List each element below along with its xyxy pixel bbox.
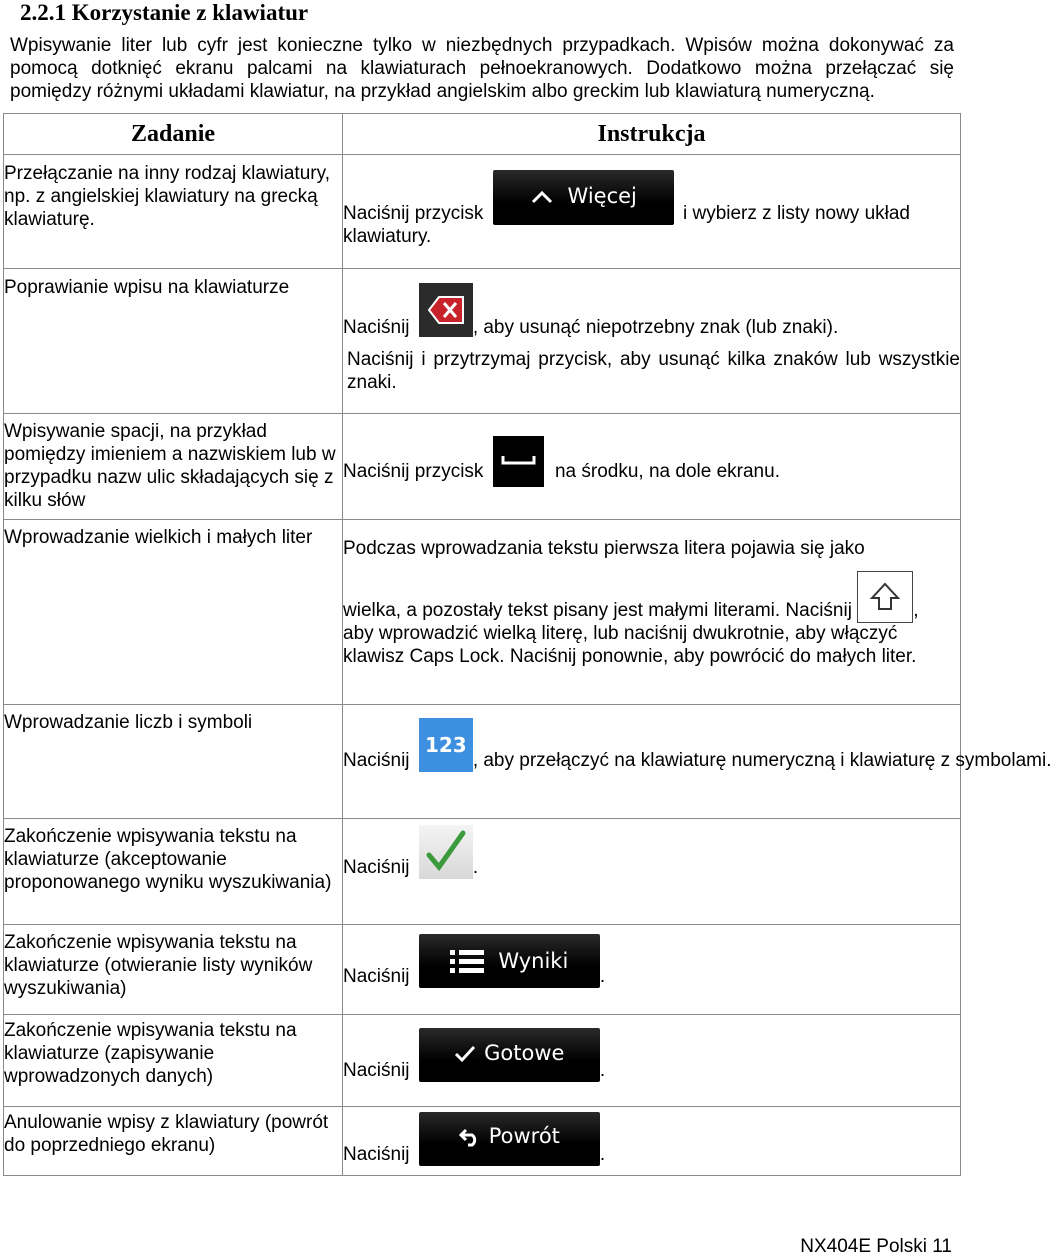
- page-footer: NX404E Polski 11: [800, 1236, 952, 1257]
- backspace-button[interactable]: [419, 283, 473, 337]
- intro-paragraph: Wpisywanie liter lub cyfr jest konieczne tylko w niezbędnych przypadkach. Wpisów można dokonywać za pomocą dotknięć ekranu palcami na klawiaturach pełnoekranowych. Dodatkowo można przełączać się pomiędzy różnymi układami klawiatur, na przykład angielskim albo greckim lub klawiaturą numeryczną.: [10, 35, 954, 102]
- list-icon: [450, 949, 484, 975]
- table-row: [4, 520, 961, 705]
- instr-text: .: [599, 1144, 606, 1165]
- instr-text: Naciśnij: [343, 1060, 410, 1081]
- instr-text: Naciśnij i przytrzymaj przycisk, aby usunąć kilka znaków lub wszystkie znaki.: [347, 349, 960, 393]
- instr-text: ,: [913, 600, 919, 621]
- instr-text: Naciśnij: [343, 1144, 410, 1165]
- task-text: Wprowadzanie wielkich i małych liter: [4, 527, 313, 548]
- task-text: Zakończenie wpisywania tekstu na klawiaturze (otwieranie listy wyników wyszukiwania): [4, 932, 313, 999]
- section-heading: 2.2.1 Korzystanie z klawiatur: [20, 0, 309, 25]
- task-text: Poprawianie wpisu na klawiaturze: [4, 277, 290, 298]
- more-button[interactable]: [493, 170, 674, 225]
- header-task: Zadanie: [4, 114, 343, 155]
- table-row: [4, 1015, 961, 1107]
- task-text: Zakończenie wpisywania tekstu na klawiaturze (zapisywanie wprowadzonych danych): [4, 1020, 297, 1087]
- instr-text: klawiatury.: [343, 226, 432, 247]
- done-button[interactable]: [419, 1028, 600, 1082]
- instr-text: .: [599, 966, 606, 987]
- task-text: Przełączanie na inny rodzaj klawiatury, np. z angielskiej klawiatury na grecką klawiaturę.: [4, 163, 330, 230]
- instr-text: Naciśnij przycisk: [343, 203, 484, 224]
- backspace-icon: [419, 283, 473, 337]
- instr-text: Naciśnij: [343, 750, 410, 771]
- task-text: Wprowadzanie liczb i symboli: [4, 712, 253, 733]
- instr-text: , aby usunąć niepotrzebny znak (lub znaki).: [472, 317, 839, 338]
- shift-button[interactable]: [857, 571, 913, 623]
- done-button-label: Gotowe: [484, 1041, 565, 1065]
- space-bar-icon: [493, 436, 544, 487]
- table-row: [4, 414, 961, 520]
- instr-text: .: [472, 857, 479, 878]
- keyboard-table: [3, 113, 1051, 1176]
- instr-text: Naciśnij: [343, 857, 410, 878]
- back-button[interactable]: [419, 1112, 600, 1166]
- instr-text: aby wprowadzić wielką literę, lub naciśnij dwukrotnie, aby włączyć klawisz Caps Lock. Naciśnij ponownie, aby powrócić do małych liter.: [343, 623, 917, 667]
- table-row: [4, 1107, 961, 1176]
- task-text: Wpisywanie spacji, na przykład pomiędzy imieniem a nazwiskiem lub w przypadku nazw ulic składających się z kilku słów: [4, 421, 336, 511]
- table-row: [4, 269, 961, 414]
- back-button-label: Powrót: [488, 1124, 560, 1148]
- check-mark-icon: [419, 825, 473, 879]
- instr-text: na środku, na dole ekranu.: [554, 461, 780, 482]
- table-row: [4, 705, 961, 819]
- table-row: [4, 819, 961, 925]
- accept-button[interactable]: [419, 825, 473, 879]
- instr-text: , aby przełączyć na klawiaturę numeryczną i klawiaturę z symbolami.: [472, 750, 1051, 771]
- instr-text: Naciśnij: [343, 966, 410, 987]
- results-button[interactable]: [419, 934, 600, 988]
- header-instruction: Instrukcja: [343, 114, 961, 155]
- instr-text: i wybierz z listy nowy układ: [682, 203, 911, 224]
- table-row: [4, 925, 961, 1015]
- space-button[interactable]: [493, 436, 544, 487]
- chevron-up-icon: [530, 189, 554, 205]
- numeric-keyboard-button[interactable]: 123: [419, 718, 473, 772]
- instr-text: Podczas wprowadzania tekstu pierwsza litera pojawia się jako: [343, 538, 865, 559]
- task-text: Zakończenie wpisywania tekstu na klawiaturze (akceptowanie proponowanego wyniku wyszukiwania): [4, 826, 332, 893]
- instr-text: .: [599, 1060, 606, 1081]
- task-text: Anulowanie wpisy z klawiatury (powrót do poprzedniego ekranu): [4, 1112, 329, 1156]
- more-button-label: Więcej: [567, 184, 637, 208]
- instr-text: Naciśnij przycisk: [343, 461, 484, 482]
- results-button-label: Wyniki: [498, 949, 569, 973]
- back-arrow-icon: [459, 1127, 481, 1147]
- instr-text: wielka, a pozostały tekst pisany jest małymi literami. Naciśnij: [343, 600, 852, 621]
- shift-arrow-icon: [858, 572, 912, 622]
- check-icon: [454, 1045, 476, 1063]
- instr-text: Naciśnij: [343, 317, 410, 338]
- table-row: [4, 155, 961, 269]
